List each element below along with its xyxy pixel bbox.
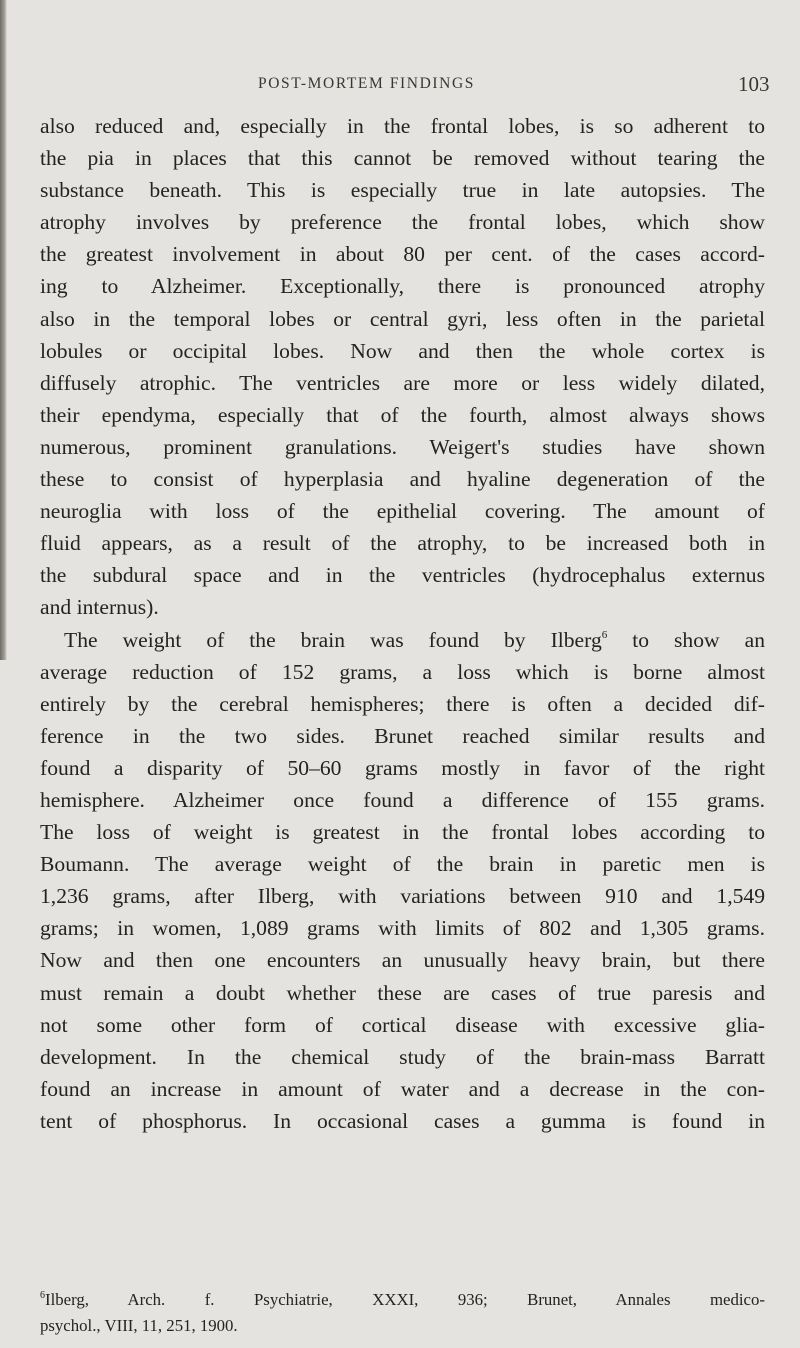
page-header <box>0 73 800 103</box>
text-line: the greatest involvement in about 80 per cent. of the cases accord- <box>40 242 765 267</box>
footnote-mark: 6 <box>40 1290 45 1301</box>
text-line: these to consist of hyperplasia and hyaline degeneration of the <box>40 467 765 492</box>
text-line: atrophy involves by preference the frontal lobes, which show <box>40 210 765 235</box>
text-line: found a disparity of 50–60 grams mostly in favor of the right <box>40 755 765 780</box>
text-line: fluid appears, as a result of the atrophy, to be increased both in <box>40 531 765 556</box>
paragraph-1 <box>40 110 765 624</box>
footnote-text: Ilberg, Arch. f. Psychiatrie, XXXI, 936; Brunet, Annales medico- <box>45 1290 765 1309</box>
text-line: the subdural space and in the ventricles (hydrocephalus externus <box>40 563 765 588</box>
text-line: found an increase in amount of water and a decrease in the con- <box>40 1076 765 1101</box>
text-line: Now and then one encounters an unusually heavy brain, but there <box>40 948 765 973</box>
text-line: must remain a doubt whether these are cases of true paresis and <box>40 980 765 1005</box>
text-line: entirely by the cerebral hemispheres; there is often a decided dif- <box>40 691 765 716</box>
text-line: their ependyma, especially that of the fourth, almost always shows <box>40 402 765 427</box>
text-line: neuroglia with loss of the epithelial covering. The amount of <box>40 499 765 524</box>
footnote-line: psychol., VIII, 11, 251, 1900. <box>40 1315 238 1335</box>
text-line: also in the temporal lobes or central gyri, less often in the parietal <box>40 306 765 331</box>
footnote-line <box>40 1287 765 1313</box>
text-line: grams; in women, 1,089 grams with limits of 802 and 1,305 grams. <box>40 916 765 941</box>
text-line: average reduction of 152 grams, a loss which is borne almost <box>40 659 765 684</box>
text-line: not some other form of cortical disease with excessive glia- <box>40 1012 765 1037</box>
running-head: POST-MORTEM FINDINGS <box>258 75 475 92</box>
text-line: tent of phosphorus. In occasional cases a gumma is found in <box>40 1108 765 1133</box>
text-line-first <box>40 624 765 656</box>
text-line: substance beneath. This is especially true in late autopsies. The <box>40 178 765 203</box>
page-number: 103 <box>738 72 770 96</box>
text-line: lobules or occipital lobes. Now and then the whole cortex is <box>40 338 765 363</box>
text-line: ing to Alzheimer. Exceptionally, there is pronounced atrophy <box>40 274 765 299</box>
paragraph-2 <box>40 624 765 1138</box>
text-line: 1,236 grams, after Ilberg, with variations between 910 and 1,549 <box>40 884 765 909</box>
body-text <box>40 110 765 1137</box>
text-line: diffusely atrophic. The ventricles are more or less widely dilated, <box>40 370 765 395</box>
text-line: and internus). <box>40 595 159 620</box>
text-line-part: to show an <box>607 627 765 652</box>
text-line-part: The weight of the brain was found by Ilberg <box>64 627 602 652</box>
text-line: Boumann. The average weight of the brain in paretic men is <box>40 852 765 877</box>
text-line: numerous, prominent granulations. Weigert's studies have shown <box>40 434 765 459</box>
text-line: hemisphere. Alzheimer once found a difference of 155 grams. <box>40 787 765 812</box>
footnote <box>40 1287 765 1338</box>
text-line: ference in the two sides. Brunet reached similar results and <box>40 723 765 748</box>
text-line: development. In the chemical study of the brain-mass Barratt <box>40 1044 765 1069</box>
text-line: the pia in places that this cannot be removed without tearing the <box>40 146 765 171</box>
text-line: The loss of weight is greatest in the frontal lobes according to <box>40 820 765 845</box>
footnote-ref-mark: 6 <box>601 628 608 641</box>
text-line: also reduced and, especially in the frontal lobes, is so adherent to <box>40 114 765 138</box>
